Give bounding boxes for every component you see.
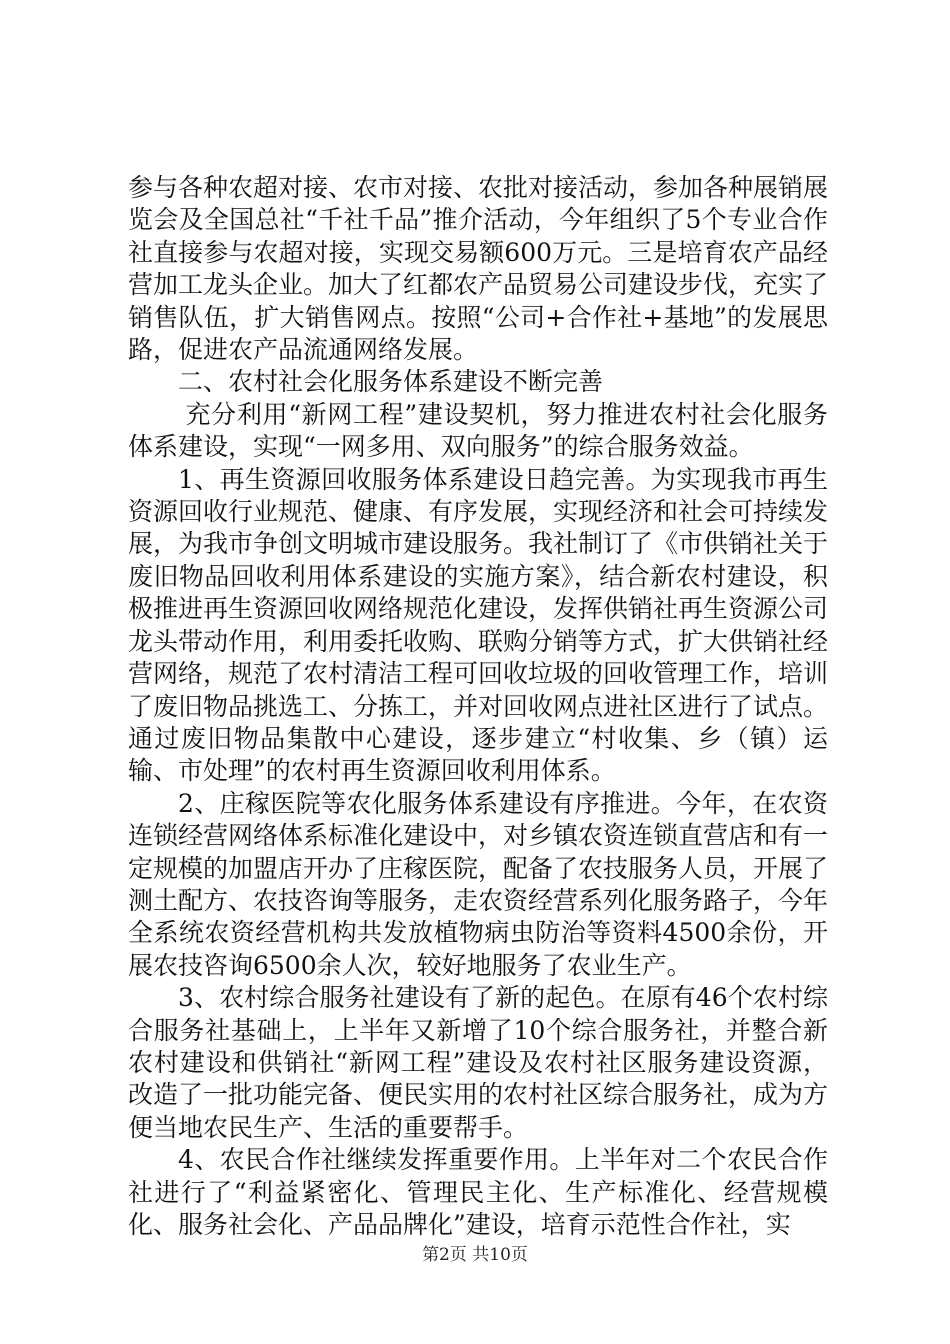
page-number-footer: 第2页 共10页 xyxy=(422,1245,528,1265)
paragraph-item-1: 1、再生资源回收服务体系建设日趋完善。为实现我市再生资源回收行业规范、健康、有序发展，实现经济和社会可持续发展，为我市争创文明城市建设服务。我社制订了《市供销社关于废旧物品回收利用体系建设的实施方案》，结合新农村建设，积极推进再生资源回收网络规范化建设，发挥供销社再生资源公司龙头带动作用，利用委托收购、联购分销等方式，扩大供销社经营网络，规范了农村清洁工程可回收垃圾的回收管理工作，培训了废旧物品挑选工、分拣工，并对回收网点进社区进行了试点。通过废旧物品集散中心建设，逐步建立“村收集、乡（镇）运输、市处理”的农村再生资源回收利用体系。 xyxy=(128,464,829,786)
body-text xyxy=(128,172,828,1241)
paragraph-item-3: 3、农村综合服务社建设有了新的起色。在原有46个农村综合服务社基础上，上半年又新增了10个综合服务社，并整合新农村建设和供销社“新网工程”建设及农村社区服务建设资源，改造了一批功能完备、便民实用的农村社区综合服务社，成为方便当地农民生产、生活的重要帮手。 xyxy=(128,983,829,1142)
section-heading: 二、农村社会化服务体系建设不断完善 xyxy=(178,367,604,397)
paragraph-item-4: 4、农民合作社继续发挥重要作用。上半年对二个农民合作社进行了“利益紧密化、管理民主化、生产标准化、经营规模化、服务社会化、产品品牌化”建设，培育示范性合作社，实 xyxy=(128,1145,828,1239)
paragraph-continuation: 参与各种农超对接、农市对接、农批对接活动，参加各种展销展览会及全国总社“千社千品”推介活动，今年组织了5个专业合作社直接参与农超对接，实现交易额600万元。三是培育农产品经营加工龙头企业。加大了红都农产品贸易公司建设步伐，充实了销售队伍，扩大销售网点。按照“公司+合作社+基地”的发展思路，促进农产品流通网络发展。 xyxy=(128,173,829,365)
paragraph-intro: 充分利用“新网工程”建设契机，努力推进农村社会化服务体系建设，实现“一网多用、双向服务”的综合服务效益。 xyxy=(128,399,828,462)
paragraph-item-2: 2、庄稼医院等农化服务体系建设有序推进。今年，在农资连锁经营网络体系标准化建设中，对乡镇农资连锁直营店和有一定规模的加盟店开办了庄稼医院，配备了农技服务人员，开展了测土配方、农技咨询等服务，走农资经营系列化服务路子，今年全系统农资经营机构共发放植物病虫防治等资料4500余份，开展农技咨询6500余人次，较好地服务了农业生产。 xyxy=(128,788,829,980)
